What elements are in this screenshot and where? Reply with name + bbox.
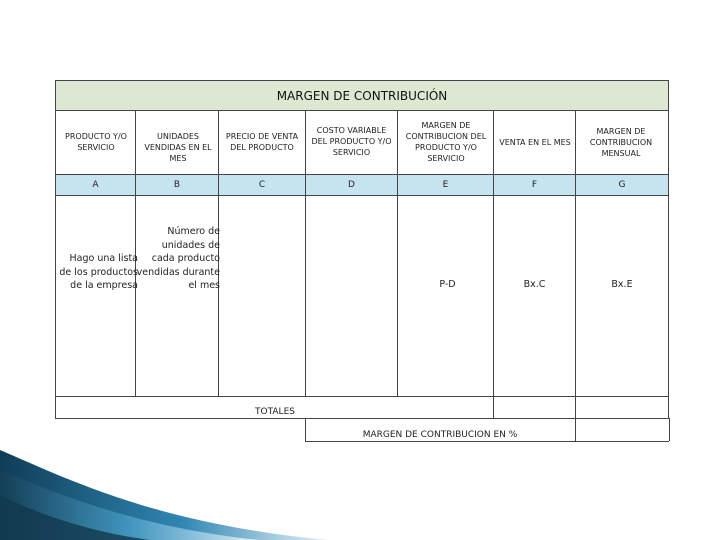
body-unidades: Número de unidades de cada producto vendidas durante el mes <box>136 226 220 291</box>
letter-d: D <box>348 180 355 190</box>
header-unidades: UNIDADES VENDIDAS EN EL MES <box>144 132 212 163</box>
header-venta: VENTA EN EL MES <box>499 138 571 147</box>
body-venta: Bx.C <box>523 279 546 290</box>
body-producto: Hago una lista de los productos de la empresa <box>59 253 138 291</box>
body-margen: P-D <box>439 279 456 290</box>
letter-c: C <box>258 180 266 190</box>
header-margen: MARGEN DE CONTRIBUCION DEL PRODUCTO Y/O SERVICIO <box>405 121 487 163</box>
letter-g: G <box>618 180 626 190</box>
page-title: MARGEN DE CONTRIBUCIÓN <box>276 89 448 103</box>
header-costo: COSTO VARIABLE DEL PRODUCTO Y/O SERVICIO <box>311 126 392 157</box>
header-margen-mensual: MARGEN DE CONTRIBUCION MENSUAL <box>589 127 653 158</box>
totals-label: TOTALES <box>255 407 295 417</box>
letter-a: A <box>92 180 99 190</box>
letter-f: F <box>531 180 538 190</box>
header-precio: PRECIO DE VENTA DEL PRODUCTO <box>225 132 299 152</box>
letter-b: B <box>173 180 181 190</box>
header-producto: PRODUCTO Y/O SERVICIO <box>65 132 127 152</box>
letter-e: E <box>442 180 449 190</box>
decorative-swoosh <box>0 440 330 540</box>
margin-percent-label: MARGEN DE CONTRIBUCION EN % <box>362 430 518 440</box>
body-margen-mensual: Bx.E <box>611 279 633 290</box>
